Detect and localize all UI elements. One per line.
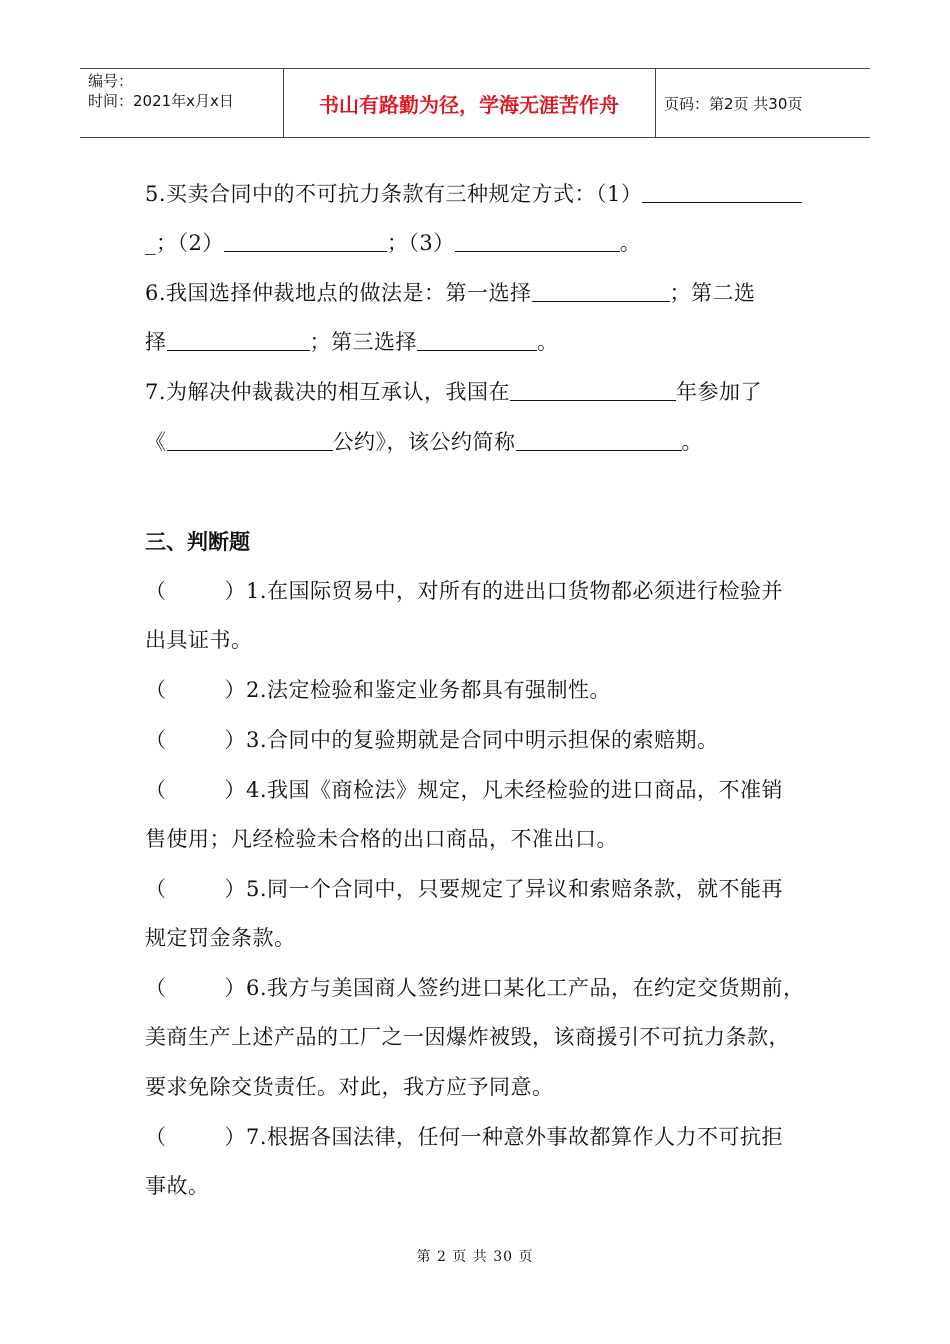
header-meta — [88, 71, 234, 111]
header-divider — [655, 69, 656, 137]
question-7-line-1 — [145, 378, 762, 406]
question-text: 7.为解决仲裁裁决的相互承认，我国在 — [145, 380, 511, 404]
paren-open: （ — [145, 728, 167, 752]
question-text: 《 — [145, 430, 167, 454]
question-7-line-2 — [145, 428, 703, 456]
answer-blank[interactable] — [510, 378, 676, 401]
judgment-6 — [145, 974, 805, 1002]
question-text: 5.买卖合同中的不可抗力条款有三种规定方式：（1） — [145, 182, 643, 206]
question-text: ；（3） — [386, 231, 455, 255]
number-label: 编号： — [88, 72, 134, 90]
judgment-text: 6.我方与美国商人签约进口某化工产品，在约定交货期前， — [246, 976, 805, 1000]
paren-open: （ — [145, 877, 167, 901]
question-text: _；（2） — [145, 231, 224, 255]
paren-close: ） — [224, 579, 246, 603]
answer-blank[interactable] — [167, 428, 333, 451]
question-text: 年参加了 — [676, 380, 763, 404]
paren-open: （ — [145, 778, 167, 802]
question-5-line-2 — [145, 229, 641, 257]
answer-blank[interactable] — [455, 229, 620, 252]
paren-open: （ — [145, 678, 167, 702]
answer-blank[interactable] — [224, 229, 387, 252]
judgment-6-cont: 要求免除交货责任。对此，我方应予同意。 — [145, 1075, 554, 1099]
judgment-text: 4.我国《商检法》规定，凡未经检验的进口商品，不准销 — [246, 778, 784, 802]
paren-close: ） — [224, 678, 246, 702]
judgment-4-cont: 售使用；凡经检验未合格的出口商品，不准出口。 — [145, 827, 618, 851]
judgment-1-cont: 出具证书。 — [145, 628, 253, 652]
judgment-text: 7.根据各国法律，任何一种意外事故都算作人力不可抗拒 — [246, 1125, 784, 1149]
paren-close: ） — [224, 778, 246, 802]
paren-close: ） — [224, 1125, 246, 1149]
judgment-text: 2.法定检验和鉴定业务都具有强制性。 — [246, 678, 612, 702]
question-text: 择 — [145, 330, 167, 354]
date-label: 时间：2021年x月x日 — [88, 92, 234, 110]
header-page-info: 页码：第2页 共30页 — [664, 94, 803, 113]
answer-blank[interactable] — [532, 279, 670, 302]
question-5-line-1 — [145, 180, 802, 208]
question-text: 。 — [681, 430, 703, 454]
judgment-7 — [145, 1123, 783, 1151]
judgment-text: 3.合同中的复验期就是合同中明示担保的索赔期。 — [246, 728, 719, 752]
question-text: 6.我国选择仲裁地点的做法是：第一选择 — [145, 281, 532, 305]
question-text: 。 — [537, 330, 559, 354]
judgment-text: 1.在国际贸易中，对所有的进出口货物都必须进行检验并 — [246, 579, 784, 603]
paren-close: ） — [224, 976, 246, 1000]
answer-blank[interactable] — [417, 328, 537, 351]
judgment-2 — [145, 676, 611, 704]
judgment-4 — [145, 776, 783, 804]
paren-open: （ — [145, 579, 167, 603]
judgment-text: 5.同一个合同中，只要规定了异议和索赔条款，就不能再 — [246, 877, 784, 901]
answer-blank[interactable] — [642, 180, 802, 203]
judgment-7-cont: 事故。 — [145, 1174, 210, 1198]
judgment-1 — [145, 577, 783, 605]
question-text: ；第二选 — [669, 281, 756, 305]
answer-blank[interactable] — [516, 428, 682, 451]
paren-close: ） — [224, 728, 246, 752]
answer-blank[interactable] — [167, 328, 310, 351]
question-6-line-1 — [145, 279, 756, 307]
question-6-line-2 — [145, 328, 559, 356]
page-footer: 第 2 页 共 30 页 — [416, 1249, 534, 1265]
paren-close: ） — [224, 877, 246, 901]
paren-open: （ — [145, 976, 167, 1000]
judgment-3 — [145, 726, 719, 754]
question-text: ；第三选择 — [309, 330, 417, 354]
paren-open: （ — [145, 1125, 167, 1149]
judgment-5-cont: 规定罚金条款。 — [145, 926, 296, 950]
page-header — [80, 68, 870, 138]
judgment-6-cont: 美商生产上述产品的工厂之一因爆炸被毁，该商援引不可抗力条款， — [145, 1025, 790, 1049]
judgment-5 — [145, 875, 783, 903]
section-heading: 三、判断题 — [145, 530, 250, 554]
header-motto: 书山有路勤为径，学海无涯苦作舟 — [319, 92, 619, 117]
question-text: 。 — [619, 231, 642, 255]
question-text: 公约》，该公约简称 — [332, 430, 516, 454]
